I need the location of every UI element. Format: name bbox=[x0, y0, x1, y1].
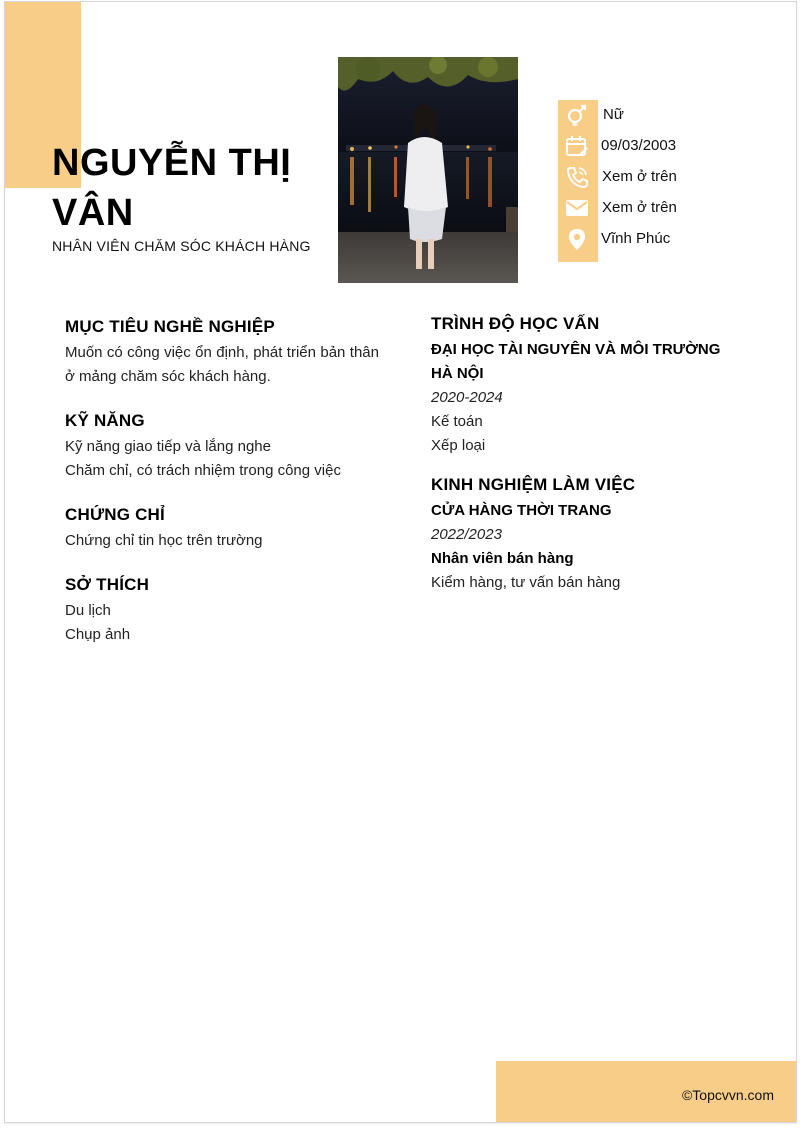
gender-value: Nữ bbox=[603, 106, 624, 123]
education-period: 2020-2024 bbox=[431, 389, 503, 406]
location-icon bbox=[564, 227, 590, 251]
section-hobbies bbox=[65, 575, 379, 647]
experience-title: KINH NGHIỆM LÀM VIỆC bbox=[431, 475, 636, 494]
footer-watermark: ©Topcvvn.com bbox=[681, 1087, 774, 1103]
hobby-item: Du lịch bbox=[65, 602, 111, 619]
certificate-item: Chứng chỉ tin học trên trường bbox=[65, 532, 263, 549]
experience-position: Nhân viên bán hàng bbox=[431, 550, 574, 567]
phone-icon bbox=[564, 165, 590, 189]
education-major: Kế toán bbox=[431, 413, 483, 430]
certificates-title: CHỨNG CHỈ bbox=[65, 505, 165, 524]
education-rank: Xếp loại bbox=[431, 437, 486, 454]
experience-description: Kiểm hàng, tư vấn bán hàng bbox=[431, 574, 621, 591]
profile-photo bbox=[338, 57, 518, 283]
contact-email bbox=[558, 193, 778, 224]
section-education bbox=[431, 314, 731, 458]
skill-item: Chăm chỉ, có trách nhiệm trong công việc bbox=[65, 462, 341, 479]
contact-phone bbox=[558, 162, 778, 193]
contact-gender bbox=[558, 100, 778, 131]
section-skills bbox=[65, 411, 379, 483]
address-value: Vĩnh Phúc bbox=[601, 230, 671, 247]
objective-title: MỤC TIÊU NGHỀ NGHIỆP bbox=[65, 317, 275, 336]
section-certificates bbox=[65, 505, 379, 553]
hobbies-title: SỞ THÍCH bbox=[65, 575, 150, 594]
company-name: CỬA HÀNG THỜI TRANG bbox=[431, 502, 612, 519]
contact-birthday bbox=[558, 131, 778, 162]
phone-value: Xem ở trên bbox=[602, 168, 677, 185]
section-experience bbox=[431, 475, 731, 595]
gender-icon bbox=[564, 103, 590, 127]
calendar-icon bbox=[564, 134, 590, 158]
cv-page bbox=[4, 1, 797, 1123]
section-objective bbox=[65, 317, 379, 389]
email-value: Xem ở trên bbox=[602, 199, 677, 216]
skill-item: Kỹ năng giao tiếp và lắng nghe bbox=[65, 438, 271, 455]
skills-title: KỸ NĂNG bbox=[65, 411, 145, 430]
job-title: NHÂN VIÊN CHĂM SÓC KHÁCH HÀNG bbox=[52, 238, 311, 254]
contact-address bbox=[558, 224, 778, 255]
education-title: TRÌNH ĐỘ HỌC VẤN bbox=[431, 314, 600, 333]
objective-text: Muốn có công việc ổn định, phát triển bản thân ở mảng chăm sóc khách hàng. bbox=[65, 344, 379, 385]
candidate-name: NGUYỄN THỊ VÂN bbox=[52, 142, 292, 234]
experience-period: 2022/2023 bbox=[431, 526, 502, 543]
birthday-value: 09/03/2003 bbox=[601, 137, 677, 154]
hobby-item: Chụp ảnh bbox=[65, 626, 131, 643]
school-name: ĐẠI HỌC TÀI NGUYÊN VÀ MÔI TRƯỜNG HÀ NỘI bbox=[431, 341, 721, 382]
email-icon bbox=[564, 196, 590, 220]
